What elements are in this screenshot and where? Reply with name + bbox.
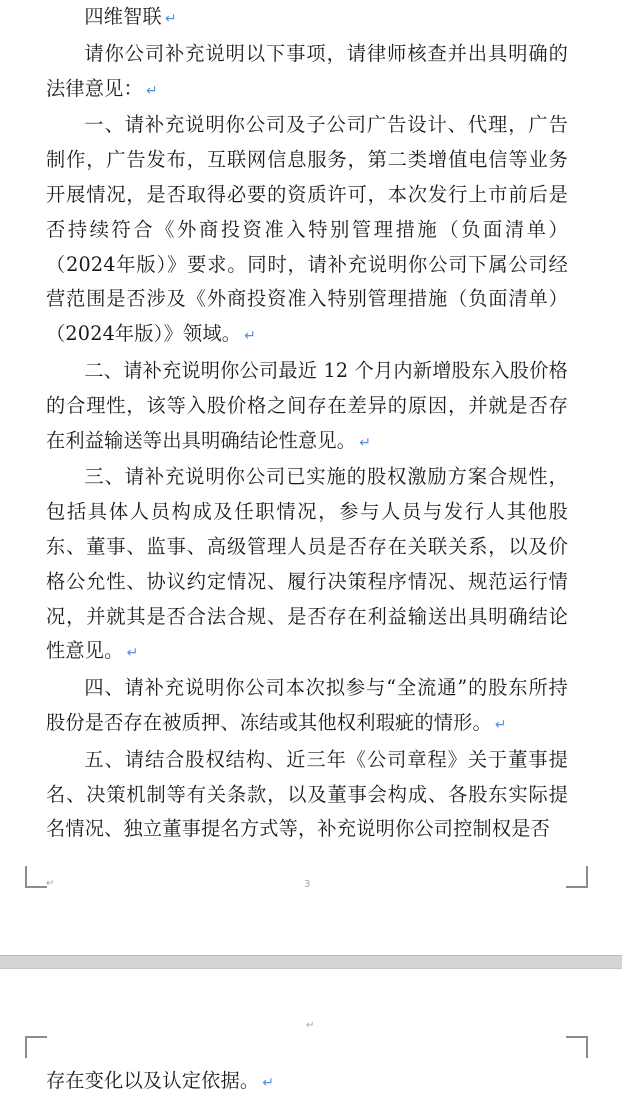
paragraph-mark-icon: ↵ [262, 1075, 275, 1091]
question-item-3: 三、请补充说明你公司已实施的股权激励方案合规性，包括具体人员构成及任职情况，参与人员与发行人其他股东、董事、监事、高级管理人员是否存在关联关系，以及价格公允性、协议约定情况、履行决策程序情况、规范运行情况，并就其是否合法合规、是否存在利益输送出具明确结论性意见。 ↵ [46, 465, 568, 663]
question-item-4: 四、请补充说明你公司本次拟参与“全流通”的股东所持股份是否存在被质押、冻结或其他权利瑕疵的情形。 ↵ [46, 676, 568, 734]
paragraph-mark-icon: ↵ [145, 82, 158, 99]
margin-corner-bottom-right [566, 866, 588, 888]
question-item-5-end: 存在变化以及认定依据。 ↵ [46, 1069, 275, 1092]
paragraph-mark-icon: ↵ [359, 434, 372, 451]
paragraph-mark-icon: ↵ [306, 1020, 315, 1031]
page-break-gap [0, 955, 622, 969]
paragraph-mark-icon: ↵ [244, 328, 257, 345]
paragraph-mark-icon: ↵ [126, 645, 139, 662]
document-page-2 [0, 969, 622, 1096]
paragraph-mark-icon: ↵ [164, 11, 177, 27]
question-item-1: 一、请补充说明你公司及子公司广告设计、代理，广告制作，广告发布，互联网信息服务，第二类增值电信等业务开展情况，是否取得必要的资质许可，本次发行上市前后是否持续符合《外商投资准入特别管理措施（负面清单）（2024年版）》要求。同时，请补充说明你公司下属公司经营范围是否涉及《外商投资准入特别管理措施（负面清单）（2024年版）》领域。 ↵ [46, 113, 568, 346]
page-2-body [46, 1064, 568, 1101]
paragraph-mark-icon: ↵ [494, 716, 507, 733]
paragraph-mark-icon: ↵ [46, 878, 55, 889]
page-1-body [46, 0, 568, 847]
company-heading: 四维智联 ↵ [84, 5, 177, 28]
intro-paragraph: 请你公司补充说明以下事项，请律师核查并出具明确的法律意见： ↵ [46, 41, 568, 100]
question-item-2: 二、请补充说明你公司最近 12 个月内新增股东入股价格的合理性，该等入股价格之间存在差异的原因，并就是否存在利益输送等出具明确结论性意见。 ↵ [46, 358, 568, 452]
margin-corner-bottom-left [25, 866, 47, 888]
margin-corner-top-left [25, 1036, 47, 1058]
page-number: 3 [304, 879, 311, 890]
margin-corner-top-right [566, 1036, 588, 1058]
question-item-5-start: 五、请结合股权结构、近三年《公司章程》关于董事提名、决策机制等有关条款，以及董事会构成、各股东实际提名情况、独立董事提名方式等，补充说明你公司控制权是否 [46, 747, 568, 841]
